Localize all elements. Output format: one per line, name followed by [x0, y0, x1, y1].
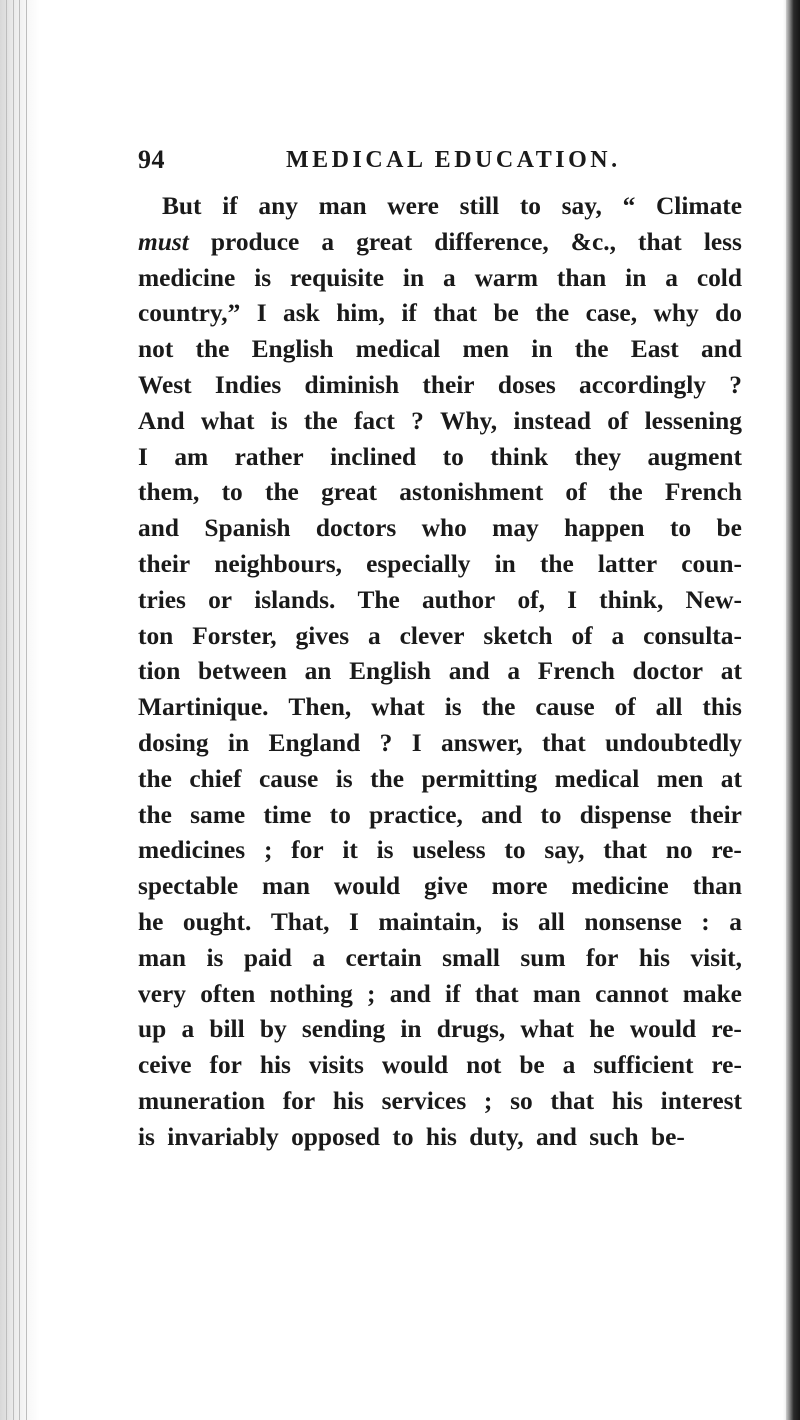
text-line: And what is the fact ? Why, instead of lessening [138, 406, 742, 435]
text-line: West Indies diminish their doses accordingly ? [138, 370, 742, 399]
text-line: dosing in England ? I answer, that undoubtedly [138, 728, 742, 757]
text-line: I am rather inclined to think they augment [138, 442, 742, 471]
text-line: ceive for his visits would not be a sufficient re- [138, 1051, 742, 1080]
text-line: the same time to practice, and to dispense their [138, 800, 742, 829]
text-line: he ought. That, I maintain, is all nonsense : a [138, 907, 742, 936]
text-line: But if any man were still to say, “ Climate [162, 192, 742, 220]
page-gutter-shadow [0, 0, 40, 1420]
running-title: MEDICAL EDUCATION. [286, 147, 621, 173]
running-head [138, 145, 742, 189]
text-line: tion between an English and a French doctor at [138, 657, 742, 686]
text-line: ton Forster, gives a clever sketch of a consulta- [138, 621, 742, 650]
text-line: spectable man would give more medicine than [138, 872, 742, 901]
text-line: and Spanish doctors who may happen to be [138, 514, 742, 543]
text-line: the chief cause is the permitting medical men at [138, 764, 742, 793]
text-line: very often nothing ; and if that man cannot make [138, 979, 742, 1008]
text-line: must produce a great difference, &c., that less [138, 227, 742, 256]
text-line: not the English medical men in the East and [138, 335, 742, 364]
text-line: medicines ; for it is useless to say, that no re- [138, 836, 742, 865]
page-number: 94 [138, 145, 165, 174]
text-line: their neighbours, especially in the latter coun- [138, 549, 742, 578]
text-line: them, to the great astonishment of the French [138, 478, 742, 507]
text-line: medicine is requisite in a warm than in a cold [138, 263, 742, 292]
text-line: man is paid a certain small sum for his visit, [138, 943, 742, 972]
body-text [138, 189, 742, 1156]
text-line: Martinique. Then, what is the cause of all this [138, 693, 742, 722]
text-line: muneration for his services ; so that his interest [138, 1086, 742, 1115]
book-page [138, 145, 742, 1156]
text-line: tries or islands. The author of, I think, New- [138, 585, 742, 614]
text-line: country,” I ask him, if that be the case, why do [138, 299, 742, 328]
page-edge-shadow [786, 0, 800, 1420]
text-line: up a bill by sending in drugs, what he would re- [138, 1015, 742, 1044]
text-line: is invariably opposed to his duty, and such be- [138, 1122, 685, 1151]
